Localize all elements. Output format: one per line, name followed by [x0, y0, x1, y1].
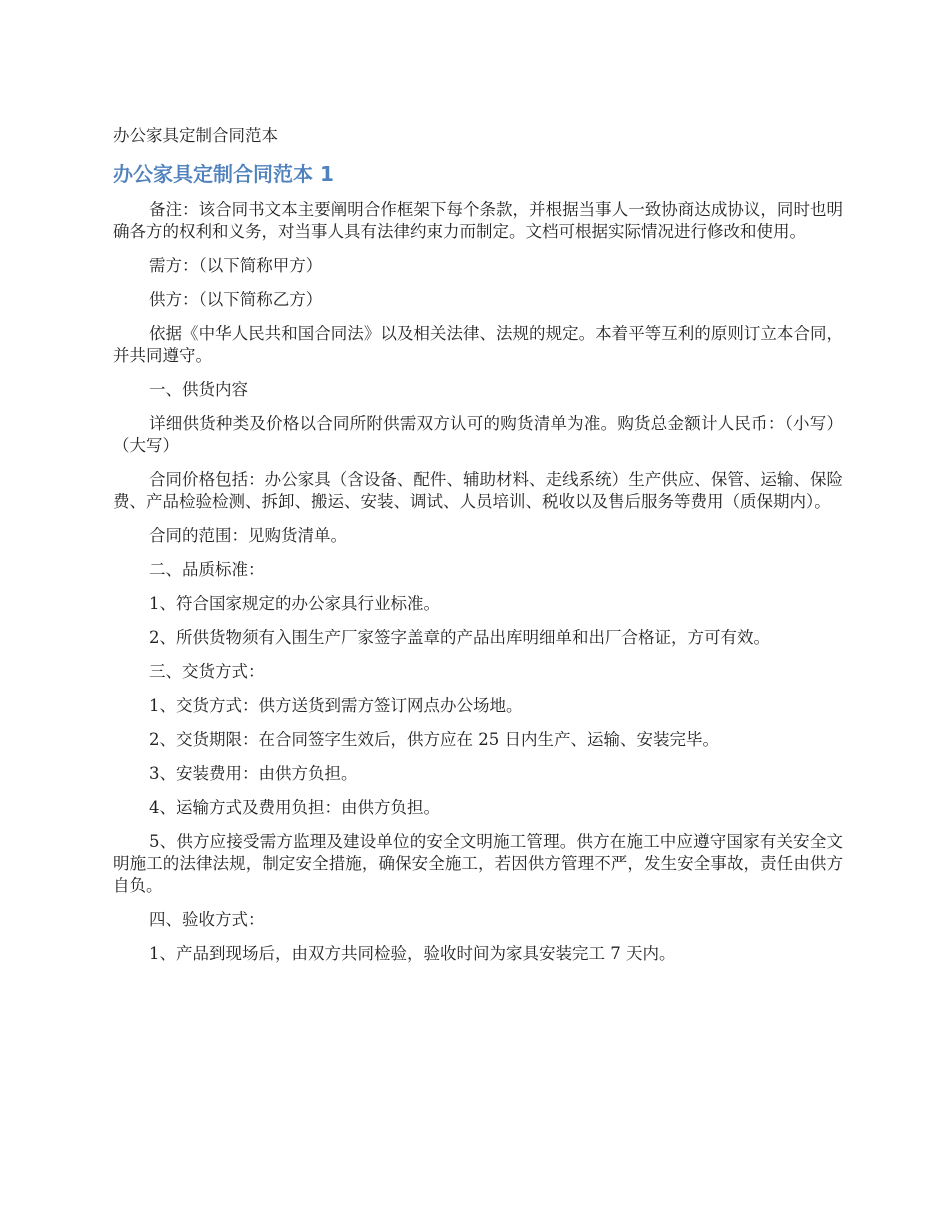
- paragraph-note: 备注：该合同书文本主要阐明合作框架下每个条款，并根据当事人一致协商达成协议，同时也明确各方的权利和义务，对当事人具有法律约束力而制定。文档可根据实际情况进行修改和使用。: [113, 200, 843, 241]
- paragraph-delivery-4: 4、运输方式及费用负担：由供方负担。: [149, 798, 440, 817]
- paragraph-delivery-5: 5、供方应接受需方监理及建设单位的安全文明施工管理。供方在施工中应遵守国家有关安全文明施工的法律法规，制定安全措施，确保安全施工，若因供方管理不严，发生安全事故，责任由供方自负。: [113, 832, 843, 895]
- paragraph-quality-2: 2、所供货物须有入围生产厂家签字盖章的产品出库明细单和出厂合格证，方可有效。: [149, 628, 770, 647]
- document-title: 办公家具定制合同范本: [113, 126, 278, 145]
- section-heading-acceptance: 四、验收方式：: [149, 910, 265, 929]
- section-heading-supply-content: 一、供货内容: [149, 380, 248, 399]
- paragraph-quality-1: 1、符合国家规定的办公家具行业标准。: [149, 594, 440, 613]
- paragraph-delivery-1: 1、交货方式：供方送货到需方签订网点办公场地。: [149, 696, 523, 715]
- paragraph-supplier: 供方：（以下简称乙方）: [149, 290, 323, 309]
- section-heading-quality-standard: 二、品质标准：: [149, 560, 265, 579]
- paragraph-buyer: 需方：（以下简称甲方）: [149, 256, 323, 275]
- paragraph-supply-details: 详细供货种类及价格以合同所附供需双方认可的购货清单为准。购货总金额计人民币：（小写）（大写）: [113, 414, 843, 455]
- document-heading: 办公家具定制合同范本 1: [113, 162, 334, 186]
- paragraph-contract-price: 合同价格包括：办公家具（含设备、配件、辅助材料、走线系统）生产供应、保管、运输、保险费、产品检验检测、拆卸、搬运、安装、调试、人员培训、税收以及售后服务等费用（质保期内）。: [113, 470, 843, 511]
- paragraph-legal-basis: 依据《中华人民共和国合同法》以及相关法律、法规的规定。本着平等互利的原则订立本合同，并共同遵守。: [113, 324, 843, 365]
- paragraph-delivery-2: 2、交货期限：在合同签字生效后，供方应在 25 日内生产、运输、安装完毕。: [149, 730, 719, 749]
- paragraph-delivery-3: 3、安装费用：由供方负担。: [149, 764, 358, 783]
- document-page: [113, 124, 843, 977]
- paragraph-acceptance-1: 1、产品到现场后，由双方共同检验，验收时间为家具安装完工 7 天内。: [149, 944, 676, 963]
- section-heading-delivery: 三、交货方式：: [149, 662, 265, 681]
- paragraph-contract-scope: 合同的范围：见购货清单。: [149, 526, 347, 545]
